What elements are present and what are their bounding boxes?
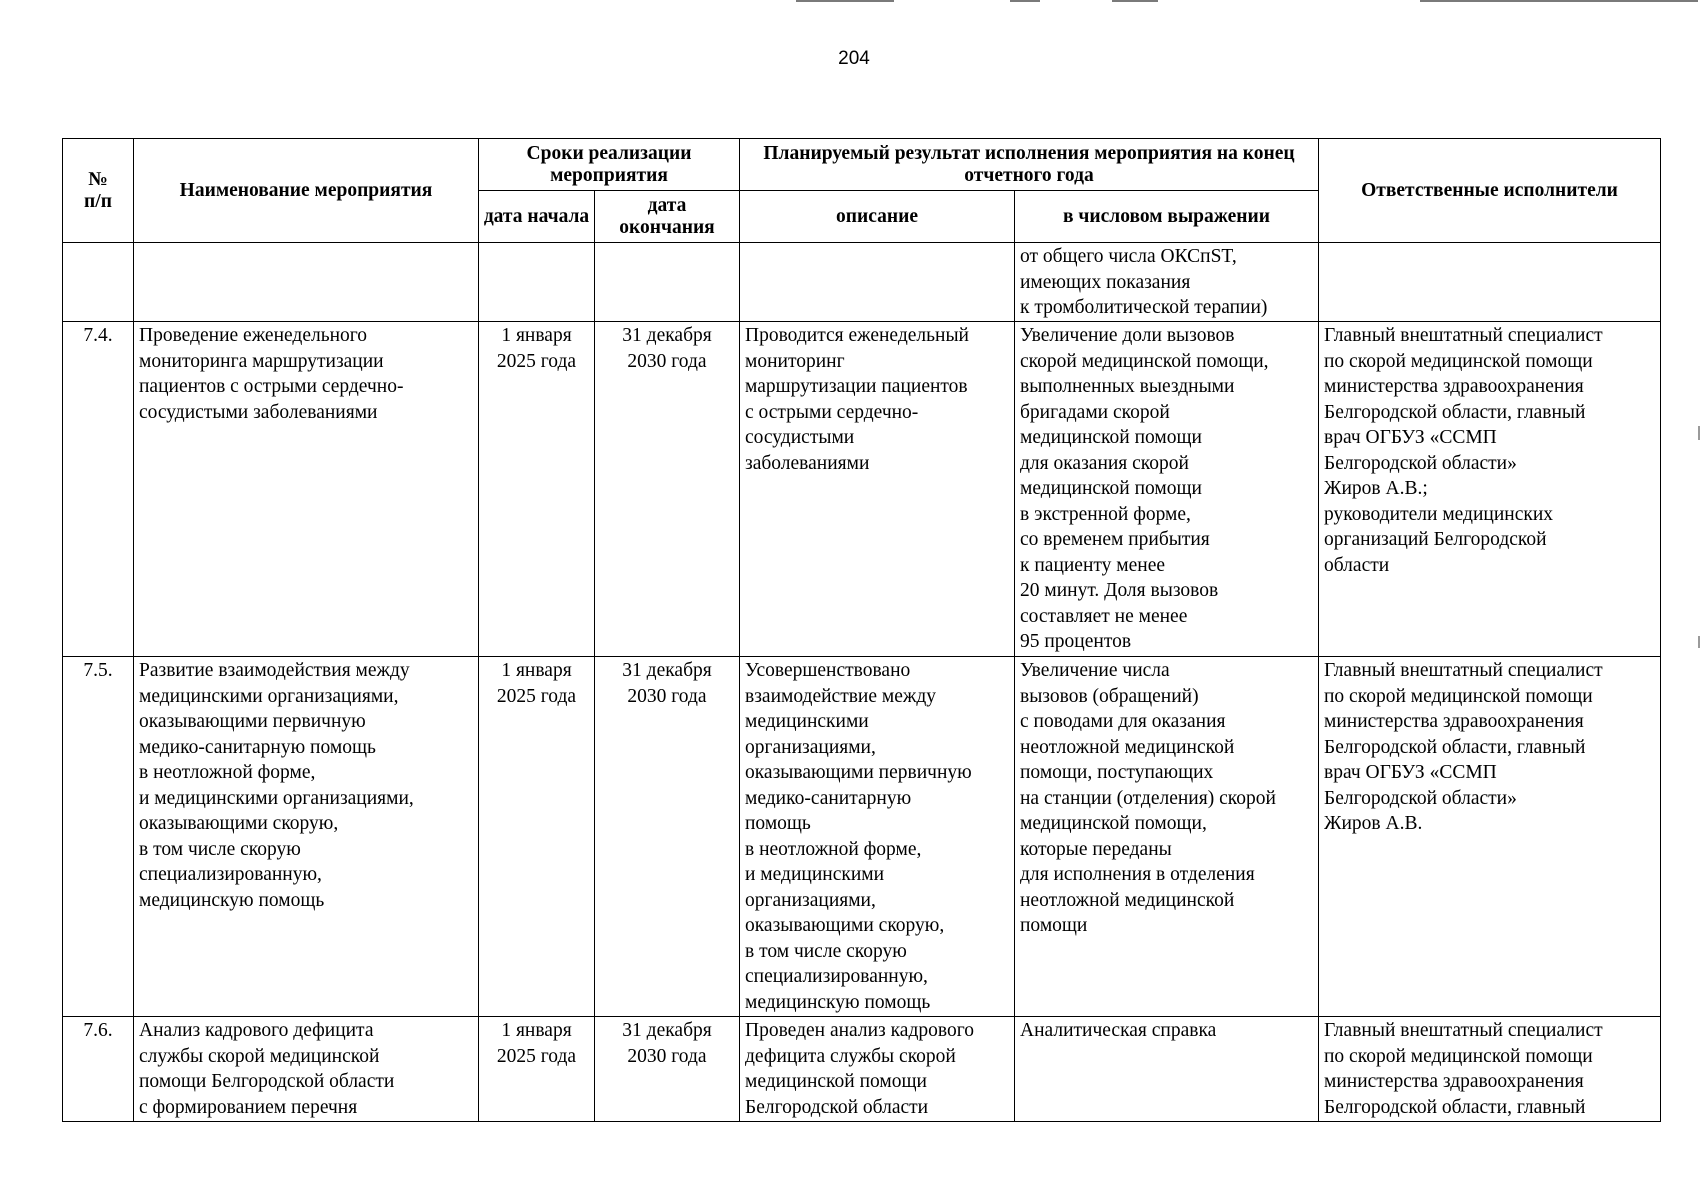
cell-end xyxy=(595,243,740,322)
measures-table xyxy=(62,138,1661,1122)
header-timing: Сроки реализации мероприятия xyxy=(479,139,740,191)
header-result: Планируемый результат исполнения мероприятия на конец отчетного года xyxy=(740,139,1319,191)
header-start: дата начала xyxy=(479,191,595,243)
scan-mark xyxy=(1420,0,1698,2)
cell-num xyxy=(63,243,134,322)
header-name: Наименование мероприятия xyxy=(134,139,479,243)
cell-name: Развитие взаимодействия между медицинскими организациями, оказывающими первичную медико-санитарную помощь в неотложной форме, и медицинскими организациями, оказывающими скорую, в том числе скорую специализированную, медицинскую помощь xyxy=(134,657,479,1017)
cell-num: 7.4. xyxy=(63,322,134,657)
cell-start: 1 января 2025 года xyxy=(479,1017,595,1122)
cell-start: 1 января 2025 года xyxy=(479,322,595,657)
cell-numeric: Аналитическая справка xyxy=(1015,1017,1319,1122)
table-row xyxy=(63,322,1661,657)
header-responsible: Ответственные исполнители xyxy=(1319,139,1661,243)
table-row-continuation xyxy=(63,243,1661,322)
cell-name xyxy=(134,243,479,322)
margin-tick xyxy=(1698,636,1700,648)
cell-description xyxy=(740,243,1015,322)
cell-description: Проведен анализ кадрового дефицита службы скорой медицинской помощи Белгородской области xyxy=(740,1017,1015,1122)
cell-responsible: Главный внештатный специалист по скорой медицинской помощи министерства здравоохранения Белгородской области, главный врач ОГБУЗ «ССМП Белгородской области» Жиров А.В.; руководители медицинских организаций Белгородской области xyxy=(1319,322,1661,657)
cell-responsible: Главный внештатный специалист по скорой медицинской помощи министерства здравоохранения Белгородской области, главный врач ОГБУЗ «ССМП Белгородской области» Жиров А.В. xyxy=(1319,657,1661,1017)
header-num: № п/п xyxy=(63,139,134,243)
cell-end: 31 декабря 2030 года xyxy=(595,322,740,657)
cell-description: Усовершенствовано взаимодействие между медицинскими организациями, оказывающими первичную медико-санитарную помощь в неотложной форме, и медицинскими организациями, оказывающими скорую, в том числе скорую специализированную, медицинскую помощь xyxy=(740,657,1015,1017)
cell-responsible xyxy=(1319,243,1661,322)
table-row xyxy=(63,1017,1661,1122)
scan-mark xyxy=(1112,0,1158,2)
cell-numeric: Увеличение числа вызовов (обращений) с поводами для оказания неотложной медицинской помощи, поступающих на станции (отделения) скорой медицинской помощи, которые переданы для исполнения в отделения неотложной медицинской помощи xyxy=(1015,657,1319,1017)
cell-end: 31 декабря 2030 года xyxy=(595,1017,740,1122)
header-end: дата окончания xyxy=(595,191,740,243)
cell-name: Анализ кадрового дефицита службы скорой медицинской помощи Белгородской области с формированием перечня xyxy=(134,1017,479,1122)
cell-numeric: Увеличение доли вызовов скорой медицинской помощи, выполненных выездными бригадами скорой медицинской помощи для оказания скорой медицинской помощи в экстренной форме, со временем прибытия к пациенту менее 20 минут. Доля вызовов составляет не менее 95 процентов xyxy=(1015,322,1319,657)
scan-mark xyxy=(796,0,894,2)
cell-end: 31 декабря 2030 года xyxy=(595,657,740,1017)
cell-name: Проведение еженедельного мониторинга маршрутизации пациентов с острыми сердечно- сосудистыми заболеваниями xyxy=(134,322,479,657)
cell-description: Проводится еженедельный мониторинг маршрутизации пациентов с острыми сердечно- сосудистыми заболеваниями xyxy=(740,322,1015,657)
header-numeric: в числовом выражении xyxy=(1015,191,1319,243)
cell-start: 1 января 2025 года xyxy=(479,657,595,1017)
cell-numeric: от общего числа ОКСпST, имеющих показания к тромболитической терапии) xyxy=(1015,243,1319,322)
cell-start xyxy=(479,243,595,322)
table-row xyxy=(63,657,1661,1017)
cell-num: 7.6. xyxy=(63,1017,134,1122)
cell-responsible: Главный внештатный специалист по скорой медицинской помощи министерства здравоохранения Белгородской области, главный xyxy=(1319,1017,1661,1122)
page-number: 204 xyxy=(838,48,870,69)
cell-num: 7.5. xyxy=(63,657,134,1017)
margin-tick xyxy=(1698,426,1700,440)
table-header-row xyxy=(63,139,1661,191)
scan-mark xyxy=(1010,0,1040,2)
header-description: описание xyxy=(740,191,1015,243)
